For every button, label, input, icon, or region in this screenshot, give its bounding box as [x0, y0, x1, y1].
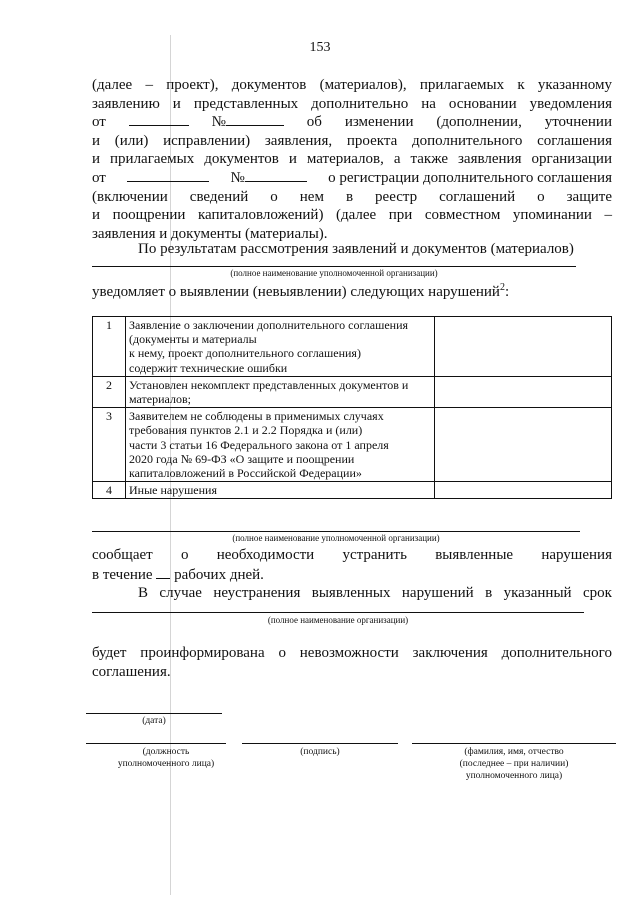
word: о: [270, 188, 278, 205]
word: –: [145, 77, 153, 93]
word: (включении: [92, 188, 168, 205]
text-line: (документы и материалы: [129, 332, 257, 347]
word: при: [388, 207, 413, 224]
word: на: [421, 95, 436, 112]
consequence-line-2: соглашения.: [92, 664, 171, 680]
word: совместном: [424, 207, 501, 224]
intro-line-1: [92, 76, 612, 95]
fullname-caption-line: (последнее – при наличии): [459, 759, 569, 769]
table-row: [93, 376, 612, 407]
word: неустранения: [213, 585, 301, 601]
word: защите: [566, 188, 612, 205]
text-line: к нему, проект дополнительного соглашения): [129, 346, 361, 361]
word: (далее: [92, 77, 133, 93]
term-prefix: в течение: [92, 567, 153, 583]
word: устранить: [342, 547, 407, 563]
term-suffix: рабочих дней.: [174, 567, 264, 583]
word: В: [138, 585, 149, 601]
word: уведомления: [529, 95, 612, 112]
word: проинформирована: [140, 645, 265, 661]
row-number: 3: [93, 408, 126, 482]
footnote-mark: 2: [499, 282, 505, 293]
text-line: материалов;: [129, 392, 191, 407]
intro-line-6: [92, 169, 612, 188]
word: дополнительного: [501, 645, 612, 661]
text-line: части 3 статьи 16 Федерального закона от 1 апреля: [129, 437, 389, 452]
intro-line-3: [92, 113, 612, 132]
mark-cell: [435, 408, 612, 482]
word: необходимости: [216, 547, 315, 563]
org-name-caption-1: (полное наименование уполномоченной организации): [230, 268, 438, 278]
word: –: [604, 207, 612, 224]
position-line: [86, 743, 226, 744]
word: дополнительно: [311, 95, 409, 112]
text-line: 2020 года № 69-ФЗ «О защите и поощрении: [129, 451, 355, 466]
word: выявленных: [311, 585, 391, 601]
word: о регистрации дополнительного соглашения: [328, 169, 612, 186]
signature-line: [242, 743, 398, 744]
date-caption: (дата): [142, 716, 166, 726]
word: к: [517, 77, 525, 93]
results-line: По результатам рассмотрения заявлений и документов (материалов): [138, 241, 574, 257]
word: и: [92, 207, 101, 224]
intro-line-4: и (или) исправлении) заявления, проекта дополнительного соглашения: [92, 132, 612, 149]
table-row: [93, 317, 612, 377]
notify-text: уведомляет о выявлении (невыявлении) следующих нарушений: [92, 284, 500, 300]
intro-line-8: [92, 206, 612, 225]
word: заявлению: [92, 95, 160, 112]
org-name-line-1: [92, 266, 576, 267]
word: нарушений: [401, 585, 474, 601]
word: указанный: [503, 585, 572, 601]
number-blank: №: [230, 169, 306, 188]
mark-cell: [435, 482, 612, 499]
word: о: [537, 188, 545, 205]
word: выявленные: [435, 547, 514, 563]
text-line: содержит технические ошибки: [129, 360, 288, 375]
word: от: [92, 114, 106, 131]
intro-line-2: [92, 95, 612, 114]
consequence-line: [92, 645, 612, 662]
word: указанному: [537, 77, 612, 93]
intro-line-7: [92, 188, 612, 207]
org-name-line-3: [92, 612, 584, 613]
violation-text: [126, 408, 435, 482]
fullname-caption-line: (фамилия, имя, отчество: [464, 747, 564, 757]
intro-line-9: заявления и документы (материалы).: [92, 225, 328, 242]
date-blank: [127, 169, 209, 188]
word: сообщает: [92, 547, 153, 563]
word: документов: [231, 77, 307, 93]
text-line: требования пунктов 2.1 и 2.2 Порядка и (или): [129, 423, 363, 438]
word: капиталовложений): [197, 207, 324, 224]
row-number: 2: [93, 376, 126, 407]
word: невозможности: [299, 645, 399, 661]
word: сведений: [189, 188, 249, 205]
intro-paragraph: [92, 76, 612, 243]
word: о: [180, 547, 189, 563]
word: случае: [159, 585, 202, 601]
text-line: Заявителем не соблюдены в применимых случаях: [129, 409, 384, 424]
word: реестр: [375, 188, 418, 205]
violations-table: [92, 316, 612, 499]
word: заключения: [412, 645, 488, 661]
violation-text: [126, 317, 435, 377]
position-caption-line: уполномоченного лица): [117, 759, 215, 769]
fullname-line: [412, 743, 616, 744]
word: (далее: [336, 207, 377, 224]
word: (материалов),: [319, 77, 407, 93]
fullname-caption-line: уполномоченного лица): [465, 771, 563, 781]
mark-cell: [435, 317, 612, 377]
days-blank: [156, 566, 170, 579]
word: соглашений: [439, 188, 516, 205]
intro-line-5: и прилагаемых документов и материалов, а также заявления организации: [92, 151, 612, 168]
word: срок: [582, 585, 612, 601]
org-name-caption-3: (полное наименование организации): [267, 615, 409, 625]
word: (дополнении,: [436, 114, 522, 131]
word: будет: [92, 645, 127, 661]
text-line: Иные нарушения: [129, 483, 217, 498]
word: проект),: [166, 77, 219, 93]
org-name-caption-2: (полное наименование уполномоченной организации): [232, 533, 440, 543]
violation-text: [126, 376, 435, 407]
word: и: [172, 95, 181, 112]
row-number: 1: [93, 317, 126, 377]
word: нем: [299, 188, 324, 205]
failure-line: [138, 585, 612, 602]
notify-line: [92, 282, 509, 301]
word: от: [92, 169, 106, 186]
mark-cell: [435, 376, 612, 407]
word: представленных: [193, 95, 299, 112]
word: основании: [448, 95, 517, 112]
term-line: [92, 566, 264, 584]
signature-caption: (подпись): [300, 747, 340, 757]
word: в: [485, 585, 493, 601]
position-caption: [86, 746, 246, 770]
date-blank: [129, 113, 189, 132]
date-line: [86, 713, 222, 714]
org-name-line-2: [92, 531, 580, 532]
colon: :: [504, 284, 510, 300]
fullname-caption: [412, 746, 616, 782]
word: нарушения: [541, 547, 612, 563]
table-row: [93, 408, 612, 482]
word: изменении: [344, 114, 414, 131]
row-number: 4: [93, 482, 126, 499]
word: упоминании: [512, 207, 592, 224]
word: об: [306, 114, 322, 131]
violation-text: [126, 482, 435, 499]
word: о: [278, 645, 286, 661]
table-row: [93, 482, 612, 499]
page-number: 153: [309, 40, 331, 55]
number-blank: №: [212, 113, 284, 132]
word: уточнении: [544, 114, 612, 131]
text-line: Установлен некомплект представленных документов и: [129, 377, 409, 392]
text-line: Заявление о заключении дополнительного соглашения: [129, 318, 409, 332]
position-caption-line: (должность: [142, 747, 190, 757]
text-line: капиталовложений в Российской Федерации»: [129, 466, 362, 481]
word: поощрении: [112, 207, 186, 224]
word: в: [345, 188, 354, 205]
inform-line: [92, 547, 612, 564]
word: прилагаемых: [419, 77, 505, 93]
